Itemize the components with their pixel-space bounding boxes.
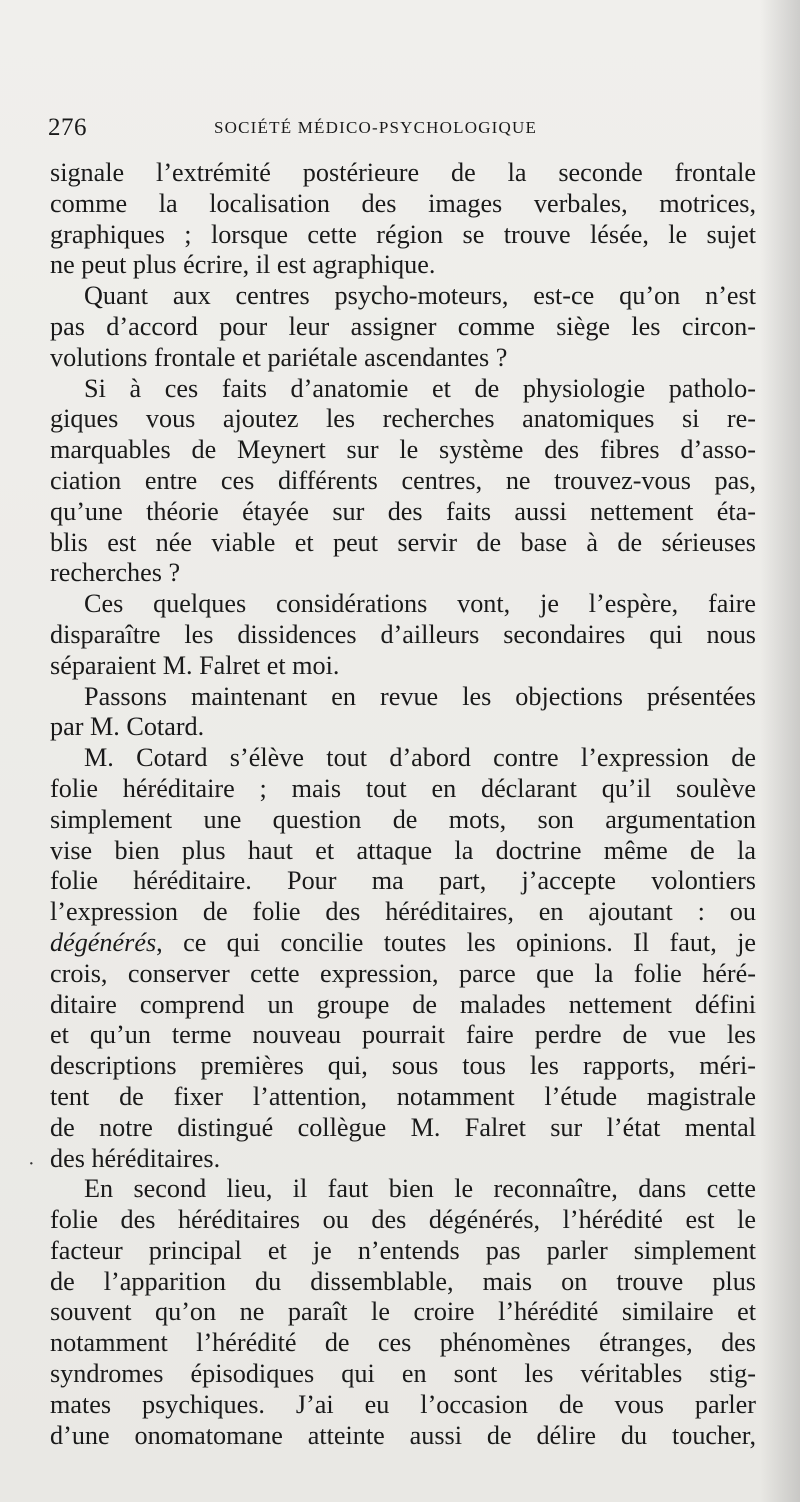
page-header [48,114,758,144]
text-line: de notre distingué collègue M. Falret sur l’état mental [50,1112,756,1142]
text-line: Quant aux centres psycho-moteurs, est-ce qu’on n’est [84,281,756,311]
text-line: Passons maintenant en revue les objections présentées [84,681,756,711]
text-line: En second lieu, il faut bien le reconnaître, dans cette [84,1174,756,1204]
text-line: simplement une question de mots, son argumentation [50,804,756,834]
italic-term: dégénérés [50,927,157,957]
text-line: graphiques ; lorsque cette région se trouve lésée, le sujet [50,219,756,249]
text-line: M. Cotard s’élève tout d’abord contre l’expression de [84,743,756,773]
text-line: de l’apparition du dissemblable, mais on trouve plus [50,1266,756,1296]
text-line: descriptions premières qui, sous tous les rapports, méri- [50,1051,756,1081]
text-line: giques vous ajoutez les recherches anatomiques si re- [50,404,756,434]
text-line: qu’une théorie étayée sur des faits aussi nettement éta- [50,496,756,526]
text-line: ditaire comprend un groupe de malades nettement défini [50,989,756,1019]
text-line: par M. Cotard. [50,712,205,742]
line-text: , ce qui concilie toutes les opinions. Il faut, je [156,927,756,957]
text-line: comme la localisation des images verbales, motrices, [50,188,756,218]
text-line [50,928,756,959]
text-line: marquables de Meynert sur le système des fibres d’asso- [50,435,756,465]
text-line: ciation entre ces différents centres, ne trouvez-vous pas, [50,465,756,495]
text-line: syndromes épisodiques qui en sont les véritables stig- [50,1359,756,1389]
text-line: Ces quelques considérations vont, je l’espère, faire [84,589,756,619]
text-line: recherches ? [50,558,181,588]
text-line: facteur principal et je n’entends pas parler simplement [50,1235,756,1265]
text-line: signale l’extrémité postérieure de la seconde frontale [50,158,756,187]
text-line: folie des héréditaires ou des dégénérés, l’hérédité est le [50,1205,756,1235]
text-line: des héréditaires. [50,1143,221,1173]
margin-mark: · [28,1153,35,1175]
text-line: blis est née viable et peut servir de base à de sérieuses [50,527,756,557]
text-line: disparaître les dissidences d’ailleurs secondaires qui nous [50,619,756,649]
text-line: séparaient M. Falret et moi. [50,650,340,680]
text-line: ne peut plus écrire, il est agraphique. [50,250,436,280]
text-line: souvent qu’on ne paraît le croire l’hérédité similaire et [50,1297,756,1327]
text-line: d’une onomatomane atteinte aussi de délire du toucher, [50,1420,756,1450]
running-title: SOCIÉTÉ MÉDICO-PSYCHOLOGIQUE [214,118,538,137]
text-line: mates psychiques. J’ai eu l’occasion de vous parler [50,1389,756,1419]
text-line: notamment l’hérédité de ces phénomènes étranges, des [50,1328,756,1358]
text-line: pas d’accord pour leur assigner comme siège les circon- [50,311,756,341]
text-line: vise bien plus haut et attaque la doctrine même de la [50,835,756,865]
text-line: Si à ces faits d’anatomie et de physiologie patholo- [84,373,756,403]
page-number: 276 [48,114,87,141]
text-line: l’expression de folie des héréditaires, en ajoutant : ou [50,897,756,927]
text-line: tent de fixer l’attention, notamment l’étude magistrale [50,1081,756,1111]
text-line: folie héréditaire. Pour ma part, j’accepte volontiers [50,866,756,896]
body-text [50,158,756,1451]
text-line: et qu’un terme nouveau pourrait faire perdre de vue les [50,1020,756,1050]
text-line: folie héréditaire ; mais tout en déclarant qu’il soulève [50,773,756,803]
text-line: volutions frontale et pariétale ascendantes ? [50,342,508,372]
text-line: crois, conserver cette expression, parce que la folie héré- [50,958,756,988]
